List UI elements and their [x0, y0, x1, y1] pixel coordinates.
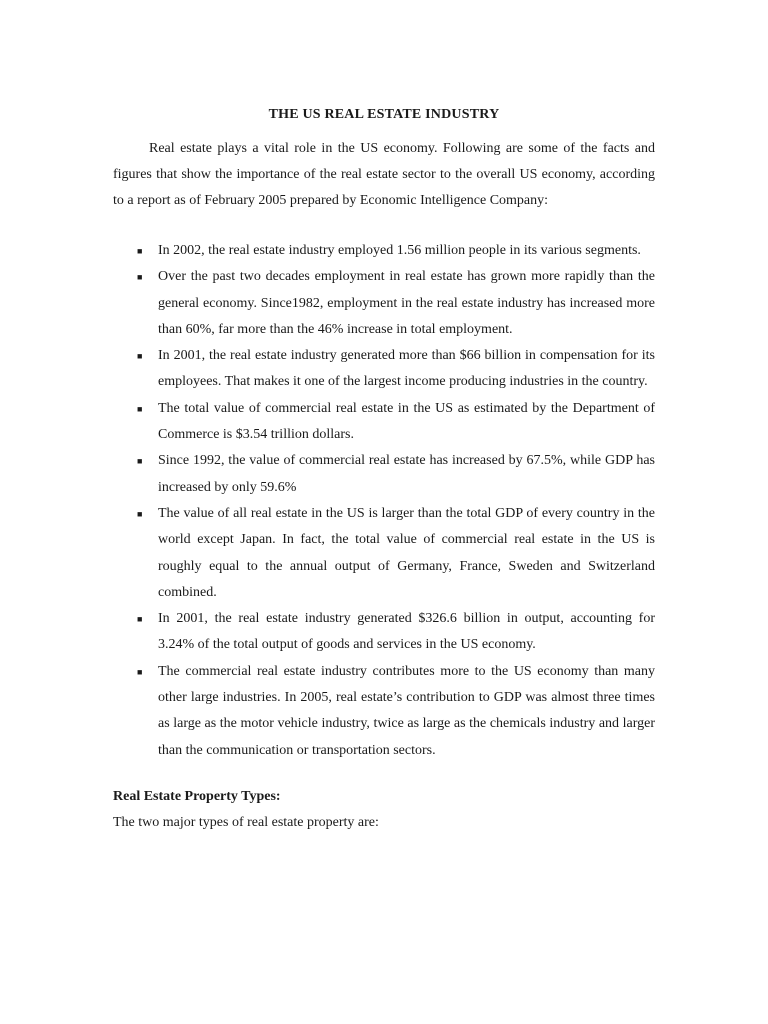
document-body: [113, 104, 655, 834]
document-title: THE US REAL ESTATE INDUSTRY: [268, 107, 500, 122]
list-item: [113, 264, 655, 343]
list-item-text: Since 1992, the value of commercial real estate has increased by 67.5%, while GDP has increased by only 59.6%: [158, 453, 655, 495]
square-bullet-icon: ■: [137, 351, 143, 362]
list-item-text: Over the past two decades employment in real estate has grown more rapidly than the general economy. Since1982, employment in the real estate industry has increased more than 60%, far more than the 46% increase in total employment.: [158, 269, 655, 337]
square-bullet-icon: ■: [137, 403, 143, 414]
list-item-text: In 2001, the real estate industry generated $326.6 billion in output, accounting for 3.24% of the total output of goods and services in the US economy.: [158, 611, 655, 653]
list-item: [113, 501, 655, 606]
list-item: [113, 238, 655, 264]
list-item-text: The total value of commercial real estate in the US as estimated by the Department of Commerce is $3.54 trillion dollars.: [158, 400, 655, 443]
section-paragraph: The two major types of real estate property are:: [113, 814, 379, 830]
intro-paragraph: Real estate plays a vital role in the US economy. Following are some of the facts and figures that show the importance of the real estate sector to the overall US economy, according to a report as of February 2005 prepared by Economic Intelligence Company:: [113, 141, 655, 208]
list-item-text: In 2001, the real estate industry generated more than $66 billion in compensation for its employees. That makes it one of the largest income producing industries in the country.: [158, 348, 655, 390]
list-item: [113, 396, 655, 449]
square-bullet-icon: ■: [137, 614, 143, 625]
list-item-text: The commercial real estate industry contributes more to the US economy than many other large industries. In 2005, real estate’s contribution to GDP was almost three times as large as the motor vehicle industry, twice as large as the chemicals industry and larger than the communication or transportation sectors.: [158, 663, 655, 758]
square-bullet-icon: ■: [137, 666, 143, 677]
list-item: [113, 659, 655, 764]
list-item-text: In 2002, the real estate industry employed 1.56 million people in its various segments.: [158, 243, 641, 258]
square-bullet-icon: ■: [137, 508, 143, 519]
square-bullet-icon: ■: [137, 456, 143, 467]
list-item: [113, 448, 655, 501]
list-item: [113, 606, 655, 659]
list-item-text: The value of all real estate in the US is larger than the total GDP of every country in the world except Japan. In fact, the total value of commercial real estate in the US is roughly equal to the annual output of Germany, France, Sweden and Switzerland combined.: [158, 505, 655, 600]
section-heading: Real Estate Property Types:: [113, 788, 281, 804]
facts-list: [113, 238, 655, 764]
square-bullet-icon: ■: [137, 272, 143, 283]
list-item: [113, 343, 655, 396]
square-bullet-icon: ■: [137, 246, 143, 256]
